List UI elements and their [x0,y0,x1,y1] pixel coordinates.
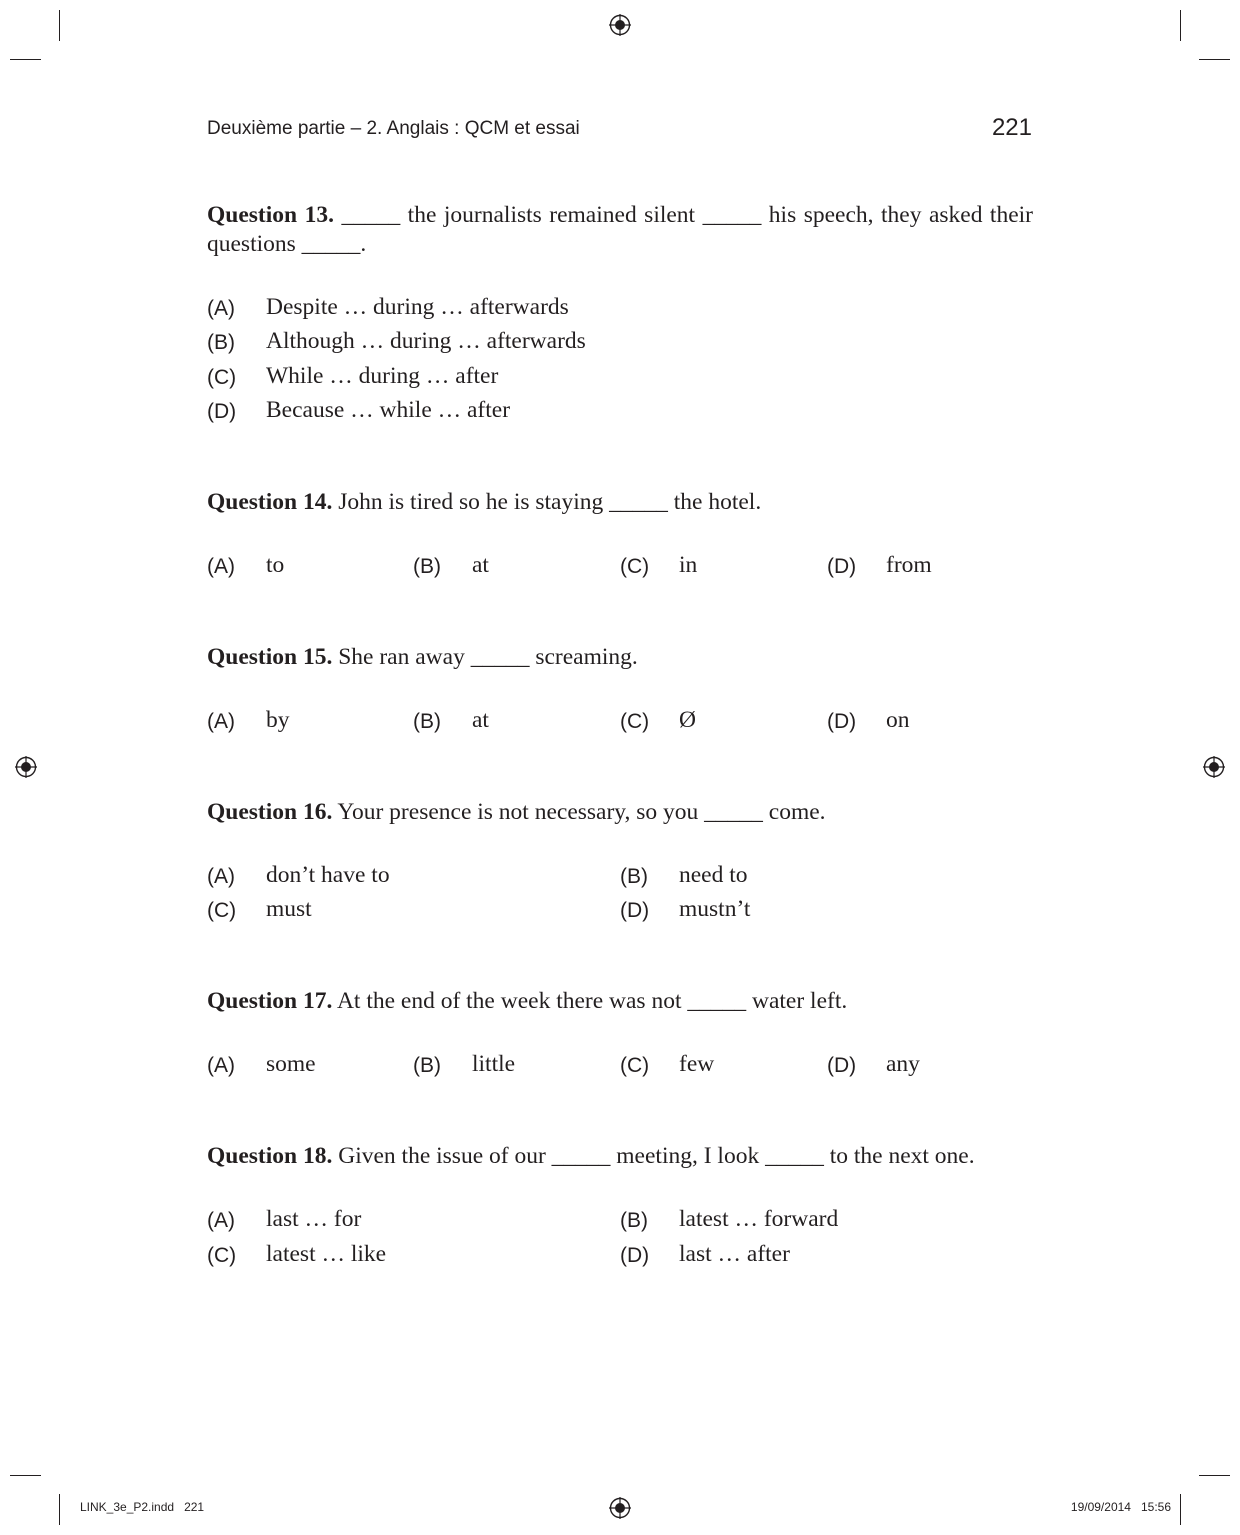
crop-mark [1199,59,1230,60]
option-text: on [886,707,910,733]
question-label: Question 14. [207,489,333,515]
question-14 [207,488,1033,517]
option-letter: (A) [207,1209,235,1232]
option-letter: (A) [207,710,235,733]
option-letter: (B) [207,331,235,354]
option-letter: (D) [827,555,857,578]
option-text: latest … forward [679,1206,839,1232]
option-text: any [886,1051,920,1077]
crop-mark [59,1494,60,1525]
question-text: John is tired so he is staying _____ the hotel. [332,489,762,515]
question-text: At the end of the week there was not _____ water left. [332,988,848,1014]
question-label: Question 17. [207,988,333,1014]
option-text: latest … like [266,1241,387,1267]
crop-mark [10,1475,41,1476]
question-text: _____ the journalists remained silent _____ his speech, they asked their questions _____. [207,202,1033,257]
option-text: little [472,1051,516,1077]
option-text: must [266,896,312,922]
question-text: Your presence is not necessary, so you _____ come. [332,799,826,825]
crop-mark [1180,10,1181,41]
option-text: Despite … during … afterwards [266,294,569,320]
question-label: Question 13. [207,202,334,228]
option-text: Ø [679,707,696,733]
question-18 [207,1142,1033,1171]
question-text: She ran away _____ screaming. [332,644,638,670]
question-16 [207,798,1033,827]
crop-mark [1199,1475,1230,1476]
option-letter: (C) [620,555,650,578]
option-text: from [886,552,932,578]
option-text: mustn’t [679,896,751,922]
option-text: need to [679,862,748,888]
option-letter: (C) [207,366,237,389]
question-15 [207,643,1033,672]
option-letter: (B) [413,1054,441,1077]
question-17 [207,987,1033,1016]
option-letter: (B) [620,865,648,888]
option-text: to [266,552,285,578]
registration-mark-icon [15,756,37,778]
option-text: in [679,552,698,578]
running-head: Deuxième partie – 2. Anglais : QCM et essai [207,118,580,139]
option-letter: (D) [827,710,857,733]
option-letter: (D) [620,899,650,922]
option-text: Because … while … after [266,397,511,423]
option-letter: (C) [207,1244,237,1267]
option-letter: (D) [207,400,237,423]
option-text: last … for [266,1206,362,1232]
option-letter: (D) [827,1054,857,1077]
registration-mark-icon [1203,756,1225,778]
crop-mark [10,59,41,60]
option-letter: (D) [620,1244,650,1267]
question-text: Given the issue of our _____ meeting, I look _____ to the next one. [332,1143,975,1169]
option-text: don’t have to [266,862,390,888]
registration-mark-icon [609,14,631,36]
registration-mark-icon [609,1497,631,1519]
option-letter: (A) [207,865,235,888]
option-letter: (A) [207,555,235,578]
question-label: Question 15. [207,644,333,670]
question-13 [207,201,1033,259]
option-letter: (B) [413,710,441,733]
footer-timestamp: 19/09/2014 15:56 [1070,1500,1171,1514]
option-text: few [679,1051,715,1077]
option-text: While … during … after [266,363,499,389]
option-letter: (C) [207,899,237,922]
option-text: at [472,707,489,733]
crop-mark [1180,1494,1181,1525]
option-letter: (B) [413,555,441,578]
option-letter: (A) [207,297,235,320]
question-label: Question 16. [207,799,333,825]
option-letter: (C) [620,710,650,733]
option-text: some [266,1051,316,1077]
crop-mark [59,10,60,41]
option-letter: (B) [620,1209,648,1232]
option-text: Although … during … afterwards [266,328,586,354]
option-text: by [266,707,290,733]
option-letter: (A) [207,1054,235,1077]
page-number: 221 [991,114,1032,141]
footer-file-slug: LINK_3e_P2.indd 221 [80,1500,205,1514]
option-letter: (C) [620,1054,650,1077]
option-text: last … after [679,1241,790,1267]
question-label: Question 18. [207,1143,333,1169]
option-text: at [472,552,489,578]
